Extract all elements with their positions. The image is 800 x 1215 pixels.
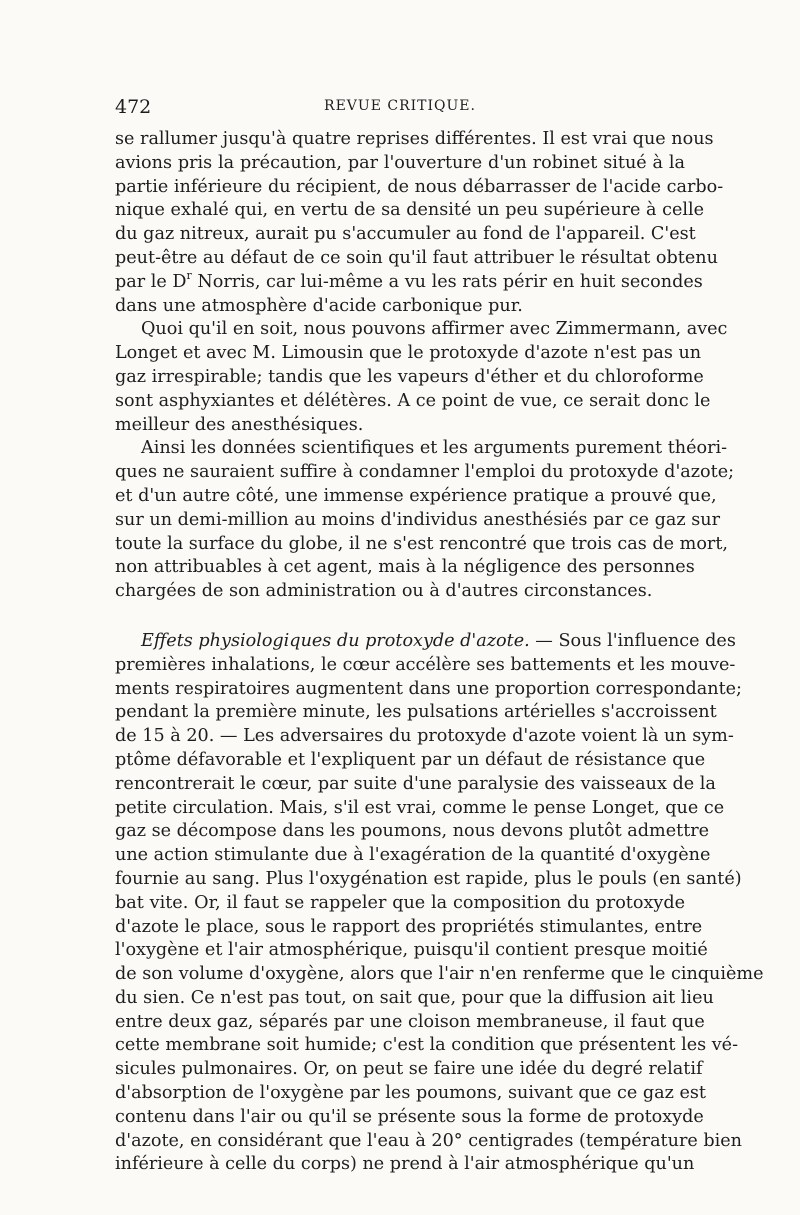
text-line: une action stimulante due à l'exagération de la quantité d'oxygène (115, 845, 711, 866)
text-line: non attribuables à cet agent, mais à la négligence des personnes (115, 557, 695, 578)
text-line: ques ne sauraient suffire à condamner l'emploi du protoxyde d'azote; (115, 462, 735, 483)
text-line: avions pris la précaution, par l'ouverture d'un robinet situé à la (115, 152, 685, 173)
text-line: de 15 à 20. — Les adversaires du protoxyde d'azote voient là un sym- (115, 726, 734, 747)
text-line: ments respiratoires augmentent dans une proportion correspondante; (115, 678, 742, 699)
section-paragraph (115, 630, 764, 1177)
text-line: pendant la première minute, les pulsations artérielles s'accroissent (115, 702, 717, 723)
text-line: premières inhalations, le cœur accélère ses battements et les mouve- (115, 654, 736, 675)
text-line: chargées de son administration ou à d'autres circonstances. (115, 581, 653, 602)
text-line: inférieure à celle du corps) ne prend à l'air atmosphérique qu'un (115, 1154, 695, 1175)
text-line: bat vite. Or, il faut se rappeler que la composition du protoxyde (115, 892, 685, 913)
text-line: fournie au sang. Plus l'oxygénation est rapide, plus le pouls (en santé) (115, 868, 742, 889)
text-line: rencontrerait le cœur, par suite d'une paralysie des vaisseaux de la (115, 773, 716, 794)
text-line: d'absorption de l'oxygène par les poumons, suivant que ce gaz est (115, 1083, 706, 1104)
text-line: gaz se décompose dans les poumons, nous devons plutôt admettre (115, 821, 710, 842)
text-line: d'azote le place, sous le rapport des propriétés stimulantes, entre (115, 916, 703, 937)
text-line: Quoi qu'il en soit, nous pouvons affirmer avec Zimmermann, avec (141, 319, 728, 340)
page-number: 472 (115, 96, 152, 118)
text-line: nique exhalé qui, en vertu de sa densité un peu supérieure à celle (115, 200, 705, 221)
text-line: Longet et avec M. Limousin que le protoxyde d'azote n'est pas un (115, 343, 702, 364)
text-line: se rallumer jusqu'à quatre reprises différentes. Il est vrai que nous (115, 129, 714, 149)
text-line: petite circulation. Mais, s'il est vrai, comme le pense Longet, que ce (115, 797, 725, 818)
text-line-with-heading: Effets physiologiques du protoxyde d'azote. — Sous l'influence des (141, 630, 736, 651)
text-line: par le $D^r$ Norris, car lui-même a vu les rats périr en huit secondes (115, 268, 703, 292)
text-line: peut-être au défaut de ce soin qu'il faut attribuer le résultat obtenu (115, 247, 718, 268)
paragraph (115, 128, 724, 318)
text-line: gaz irrespirable; tandis que les vapeurs d'éther et du chloroforme (115, 366, 704, 387)
text-line: du sien. Ce n'est pas tout, on sait que, pour que la diffusion ait lieu (115, 987, 714, 1008)
text-line: sicules pulmonaires. Or, on peut se faire une idée du degré relatif (115, 1059, 703, 1080)
text-line: du gaz nitreux, aurait pu s'accumuler au fond de l'appareil. C'est (115, 224, 696, 245)
text-line: et d'un autre côté, une immense expérience pratique a prouvé que, (115, 485, 717, 506)
text-line: entre deux gaz, séparés par une cloison membraneuse, il faut que (115, 1011, 705, 1032)
text-line: cette membrane soit humide; c'est la condition que présentent les vé- (115, 1035, 739, 1056)
text-line: l'oxygène et l'air atmosphérique, puisqu'il contient presque moitié (115, 940, 708, 961)
section-heading: Effets physiologiques du protoxyde d'azote. (141, 630, 530, 651)
text-line: dans une atmosphère d'acide carbonique pur. (115, 295, 523, 316)
text-line: contenu dans l'air ou qu'il se présente sous la forme de protoxyde (115, 1106, 704, 1127)
text-line: d'azote, en considérant que l'eau à 20° centigrades (température bien (115, 1130, 743, 1151)
body-text (115, 128, 764, 1177)
paragraph (115, 318, 728, 437)
page-header (115, 96, 685, 120)
running-title: REVUE CRITIQUE. (324, 98, 476, 114)
text-line: partie inférieure du récipient, de nous débarrasser de l'acide carbo- (115, 176, 724, 197)
section-gap (115, 604, 685, 630)
text-line: Ainsi les données scientifiques et les arguments purement théori- (141, 438, 728, 459)
text-line: meilleur des anesthésiques. (115, 414, 364, 435)
text-line: de son volume d'oxygène, alors que l'air n'en renferme que le cinquième (115, 964, 764, 985)
text-line: sont asphyxiantes et délétères. A ce point de vue, ce serait donc le (115, 390, 711, 411)
text-line: sur un demi-million au moins d'individus anesthésiés par ce gaz sur (115, 509, 721, 530)
paragraph (115, 437, 735, 604)
text-line: toute la surface du globe, il ne s'est rencontré que trois cas de mort, (115, 533, 728, 554)
text-line: ptôme défavorable et l'expliquent par un défaut de résistance que (115, 749, 706, 770)
